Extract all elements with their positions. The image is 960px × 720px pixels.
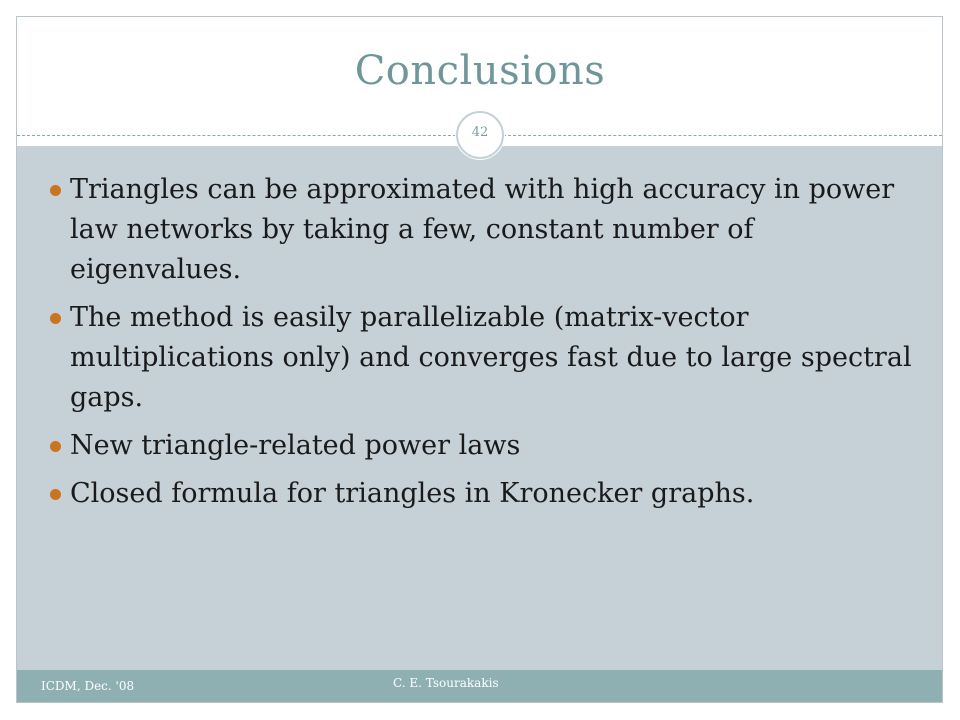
bullet-item xyxy=(46,298,916,418)
footer-bar xyxy=(17,670,942,702)
bullet-text: Triangles can be approximated with high accuracy in power law networks by taking a few, constant number of eigenvalues. xyxy=(70,174,895,285)
bullet-list xyxy=(46,170,916,522)
bullet-item xyxy=(46,170,916,290)
bullet-text: New triangle-related power laws xyxy=(70,430,521,461)
footer-author: C. E. Tsourakakis xyxy=(393,676,499,690)
bullet-dot-icon xyxy=(50,313,61,324)
bullet-item xyxy=(46,474,916,514)
bullet-dot-icon xyxy=(50,489,61,500)
footer-conference: ICDM, Dec. '08 xyxy=(41,679,135,693)
page-number-badge xyxy=(456,111,504,159)
slide-title: Conclusions xyxy=(354,48,606,94)
bullet-text: Closed formula for triangles in Kronecker graphs. xyxy=(70,478,755,509)
bullet-dot-icon xyxy=(50,185,61,196)
bullet-dot-icon xyxy=(50,441,61,452)
bullet-item xyxy=(46,426,916,466)
bullet-text: The method is easily parallelizable (matrix-vector multiplications only) and converges fast due to large spectral gaps. xyxy=(70,302,912,413)
page-number: 42 xyxy=(471,125,489,140)
